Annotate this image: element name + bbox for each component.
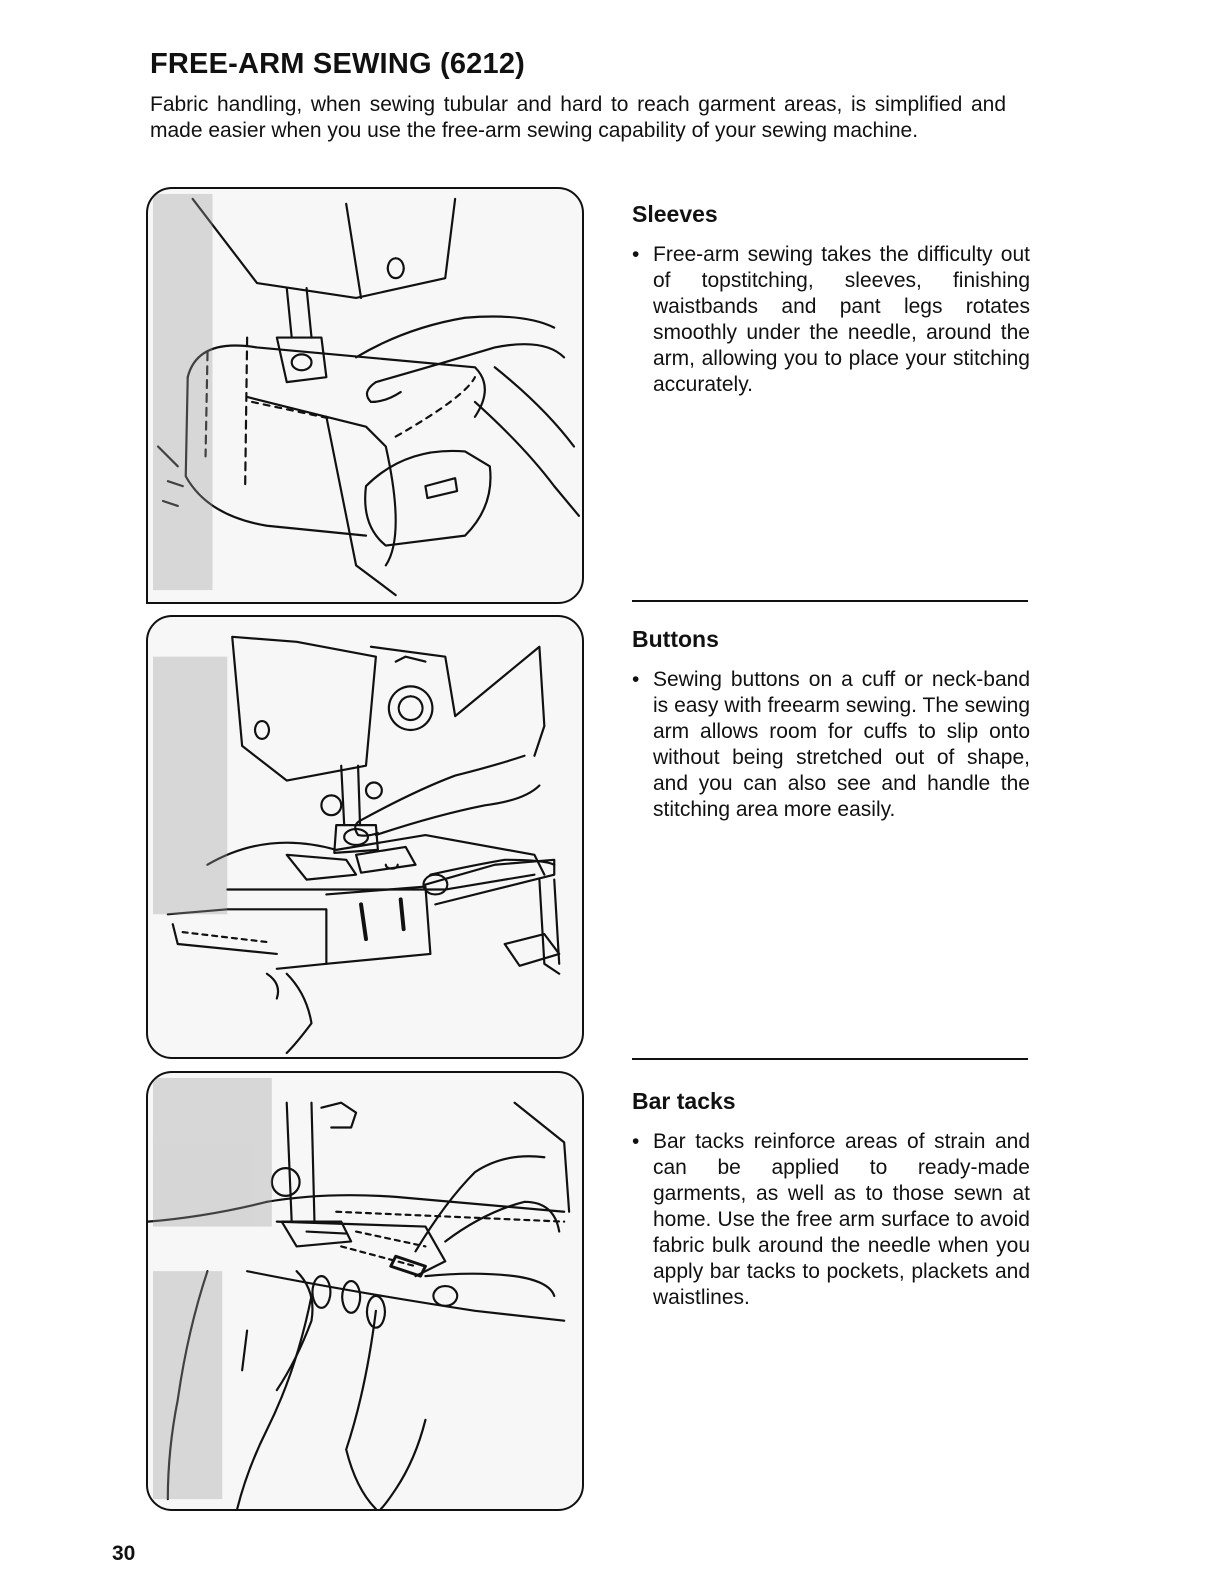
section-heading: Buttons — [632, 626, 719, 652]
sewing-button-illustration-icon — [148, 617, 582, 1057]
section-bar-tacks — [630, 1088, 1030, 1311]
section-divider — [632, 600, 1028, 602]
sewing-bar-tack-illustration-icon — [148, 1073, 582, 1509]
bullet-item — [630, 242, 1030, 398]
bullet-text: Sewing buttons on a cuff or neck-band is easy with freearm sewing. The sewing arm allows room for cuffs to slip onto without being stretched out of shape, and you can also see and handle the stitching area more easily. — [653, 668, 1030, 821]
section-buttons — [630, 626, 1030, 823]
section-divider — [632, 1058, 1028, 1060]
bullet-dot: • — [632, 668, 640, 691]
page-number: 30 — [112, 1542, 136, 1565]
buttons-illustration — [146, 615, 584, 1059]
bullet-item — [630, 1129, 1030, 1311]
bullet-text: Free-arm sewing takes the difficulty out of topstitching, sleeves, finishing waistbands and pant legs rotates smoothly under the needle, around the arm, allowing you to place your stitching accurately. — [653, 243, 1030, 396]
page-title: FREE-ARM SEWING (6212) — [150, 48, 525, 80]
sleeve-illustration — [146, 187, 584, 604]
bullet-item — [630, 667, 1030, 823]
section-heading: Bar tacks — [632, 1088, 736, 1114]
section-sleeves — [630, 201, 1030, 398]
bullet-text: Bar tacks reinforce areas of strain and can be applied to ready-made garments, as well as to those sewn at home. Use the free arm surface to avoid fabric bulk around the needle when you apply bar tacks to pockets, plackets and waistlines. — [653, 1130, 1030, 1309]
sewing-sleeve-illustration-icon — [148, 189, 582, 602]
section-heading: Sleeves — [632, 201, 718, 227]
bullet-dot: • — [632, 1130, 640, 1153]
intro-paragraph: Fabric handling, when sewing tubular and hard to reach garment areas, is simplified and made easier when you use the free-arm sewing capability of your sewing machine. — [150, 93, 1006, 142]
bullet-dot: • — [632, 243, 640, 266]
bar-tacks-illustration — [146, 1071, 584, 1511]
